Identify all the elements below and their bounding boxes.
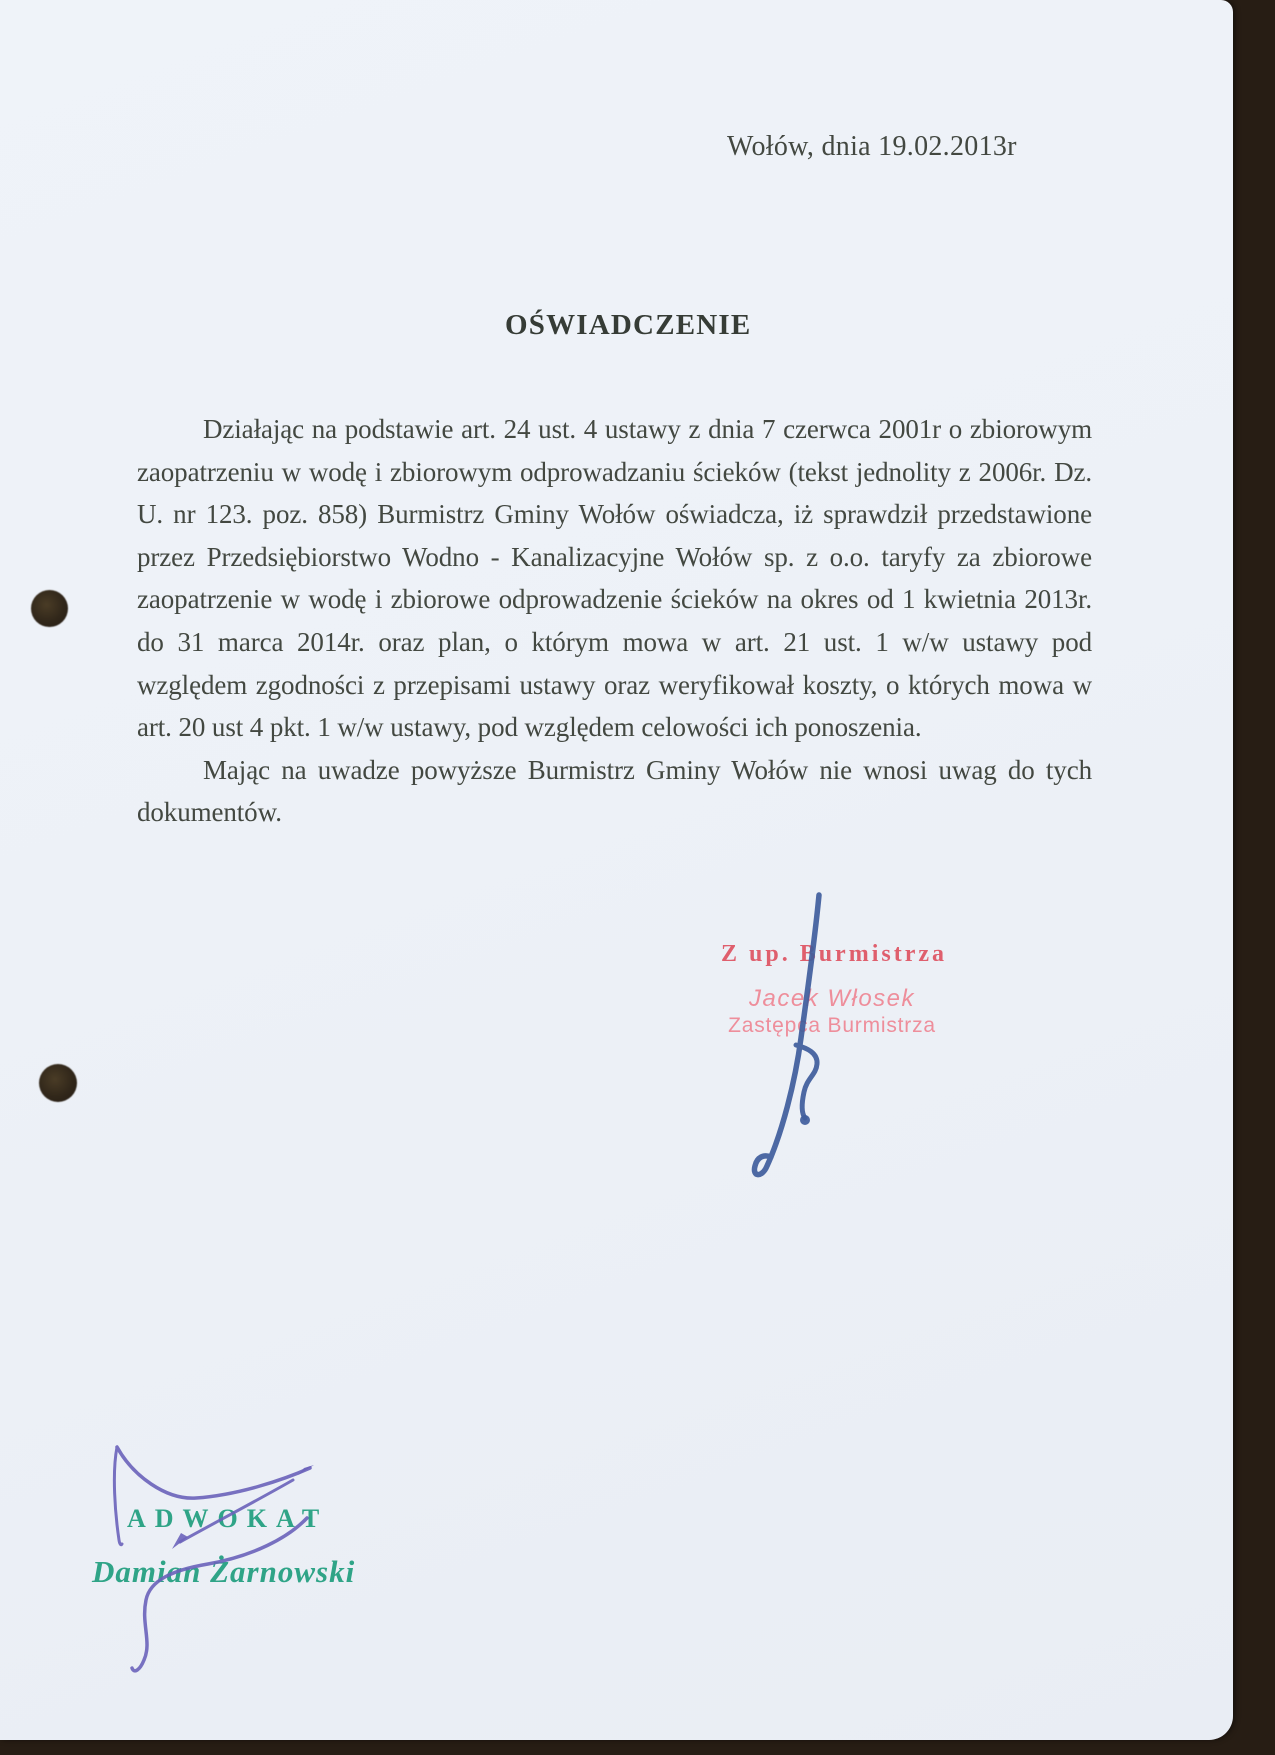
document-title: OŚWIADCZENIE: [505, 309, 752, 341]
punch-hole-top: [31, 590, 68, 627]
mayor-signature-ink: [690, 878, 860, 1198]
advocate-stamp-name: Damian Żarnowski: [92, 1554, 356, 1589]
mayor-stamp-name: Jacek Włosek: [748, 985, 916, 1012]
advocate-stamp-title: ADWOKAT: [127, 1504, 329, 1533]
punch-hole-bottom: [39, 1064, 77, 1102]
mayor-stamp-position: Zastępca Burmistrza: [728, 1014, 936, 1037]
document-body: [137, 408, 1092, 834]
paragraph-1: Działając na podstawie art. 24 ust. 4 ustawy z dnia 7 czerwca 2001r o zbiorowym zaopatrzeniu w wodę i zbiorowym odprowadzaniu ścieków (tekst jednolity z 2006r. Dz. U. nr 123. poz. 858) Burmistrz Gminy Wołów oświadcza, iż sprawdził przedstawione przez Przedsiębiorstwo Wodno - Kanalizacyjne Wołów sp. z o.o. taryfy za zbiorowe zaopatrzenie w wodę i zbiorowe odprowadzenie ścieków na okres od 1 kwietnia 2013r. do 31 marca 2014r. oraz plan, o którym mowa w art. 21 ust. 1 w/w ustawy pod względem zgodności z przepisami ustawy oraz weryfikował koszty, o których mowa w art. 20 ust 4 pkt. 1 w/w ustawy, pod względem celowości ich ponoszenia.: [137, 414, 1092, 743]
advocate-signature-ink: [88, 1428, 368, 1678]
mayor-stamp-authorization: Z up. Burmistrza: [721, 941, 948, 967]
paragraph-2: Mając na uwadze powyższe Burmistrz Gminy Wołów nie wnosi uwag do tych dokumentów.: [137, 754, 1092, 828]
date-line: Wołów, dnia 19.02.2013r: [727, 131, 1017, 162]
